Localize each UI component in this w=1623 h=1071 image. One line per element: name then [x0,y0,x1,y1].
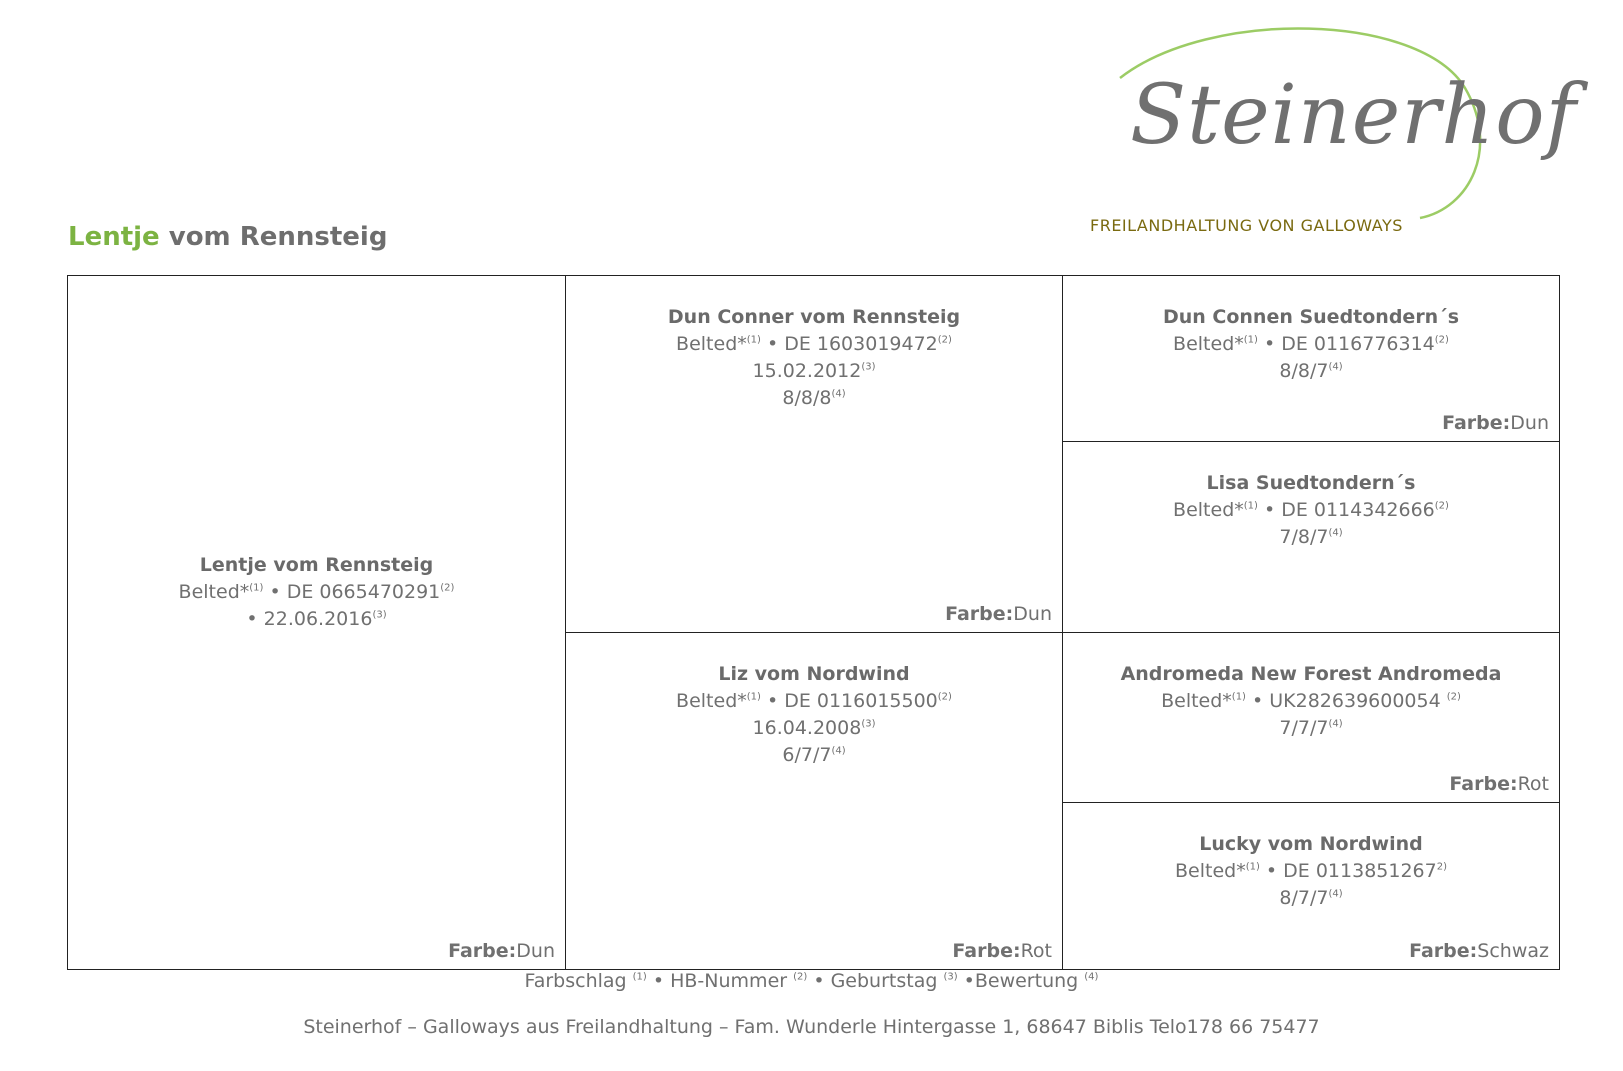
sire-dam-score: 7/8/7$^{(4)}$ [1279,526,1343,548]
title-accent: Lentje [68,222,160,252]
sire-dam-name: Lisa Suedtondern´s [1206,472,1416,494]
dam-sire-cell [1062,632,1559,802]
dam-birthdate: 16.04.2008$^{(3)}$ [752,717,876,739]
dam-dam-line1: Belted*$^{(1)}$ • DE 0113851267$^{2)}$ [1175,860,1447,882]
sire-cell [565,276,1062,632]
animal-line1: Belted*$^{(1)}$ • DE 0665470291$^{(2)}$ [178,581,455,603]
logo-wordmark: Steinerhof [1130,68,1577,163]
dam-score: 6/7/7$^{(4)}$ [782,744,846,766]
animal-farbe: Farbe:Dun [448,940,555,962]
dam-dam-cell [1062,802,1559,969]
logo-tagline: FREILANDHALTUNG VON GALLOWAYS [1090,216,1403,235]
sire-dam-cell [1062,441,1559,632]
dam-dam-score: 8/7/7$^{(4)}$ [1279,887,1343,909]
sire-name: Dun Conner vom Rennsteig [667,306,961,328]
pedigree-table [67,275,1560,970]
animal-cell [68,276,565,969]
sire-dam-line1: Belted*$^{(1)}$ • DE 0114342666$^{(2)}$ [1173,499,1449,521]
sire-farbe: Farbe:Dun [945,603,1052,625]
animal-name: Lentje vom Rennsteig [199,554,434,576]
dam-dam-farbe: Farbe:Schwaz [1409,940,1549,962]
footnote-legend: Farbschlag $^{(1)}$ • HB-Nummer $^{(2)}$ • Geburtstag $^{(3)}$ •Bewertung $^{(4)}$ [524,970,1099,992]
sire-sire-line1: Belted*$^{(1)}$ • DE 0116776314$^{(2)}$ [1173,333,1449,355]
dam-farbe: Farbe:Rot [952,940,1052,962]
sire-birthdate: 15.02.2012$^{(3)}$ [752,360,876,382]
steinerhof-logo [1090,18,1577,238]
title-rest: vom Rennsteig [159,222,388,252]
animal-birthdate: • 22.06.2016$^{(3)}$ [246,608,387,630]
sire-sire-farbe: Farbe:Dun [1442,412,1549,434]
sire-sire-score: 8/8/7$^{(4)}$ [1279,360,1343,382]
dam-sire-farbe: Farbe:Rot [1449,773,1549,795]
dam-sire-line1: Belted*$^{(1)}$ • UK282639600054 $^{(2)}$ [1161,690,1461,712]
sire-sire-name: Dun Connen Suedtondern´s [1162,306,1460,328]
dam-name: Liz vom Nordwind [718,663,910,685]
dam-line1: Belted*$^{(1)}$ • DE 0116015500$^{(2)}$ [676,690,952,712]
sire-sire-cell [1062,276,1559,441]
sire-score: 8/8/8$^{(4)}$ [782,387,846,409]
dam-sire-name: Andromeda New Forest Andromeda [1120,663,1502,685]
dam-cell [565,632,1062,969]
dam-dam-name: Lucky vom Nordwind [1199,833,1423,855]
sire-line1: Belted*$^{(1)}$ • DE 1603019472$^{(2)}$ [676,333,952,355]
page-title [68,222,387,252]
dam-sire-score: 7/7/7$^{(4)}$ [1279,717,1343,739]
page-footer: Steinerhof – Galloways aus Freilandhaltung – Fam. Wunderle Hintergasse 1, 68647 Biblis Telo178 66 75477 [303,1016,1320,1038]
